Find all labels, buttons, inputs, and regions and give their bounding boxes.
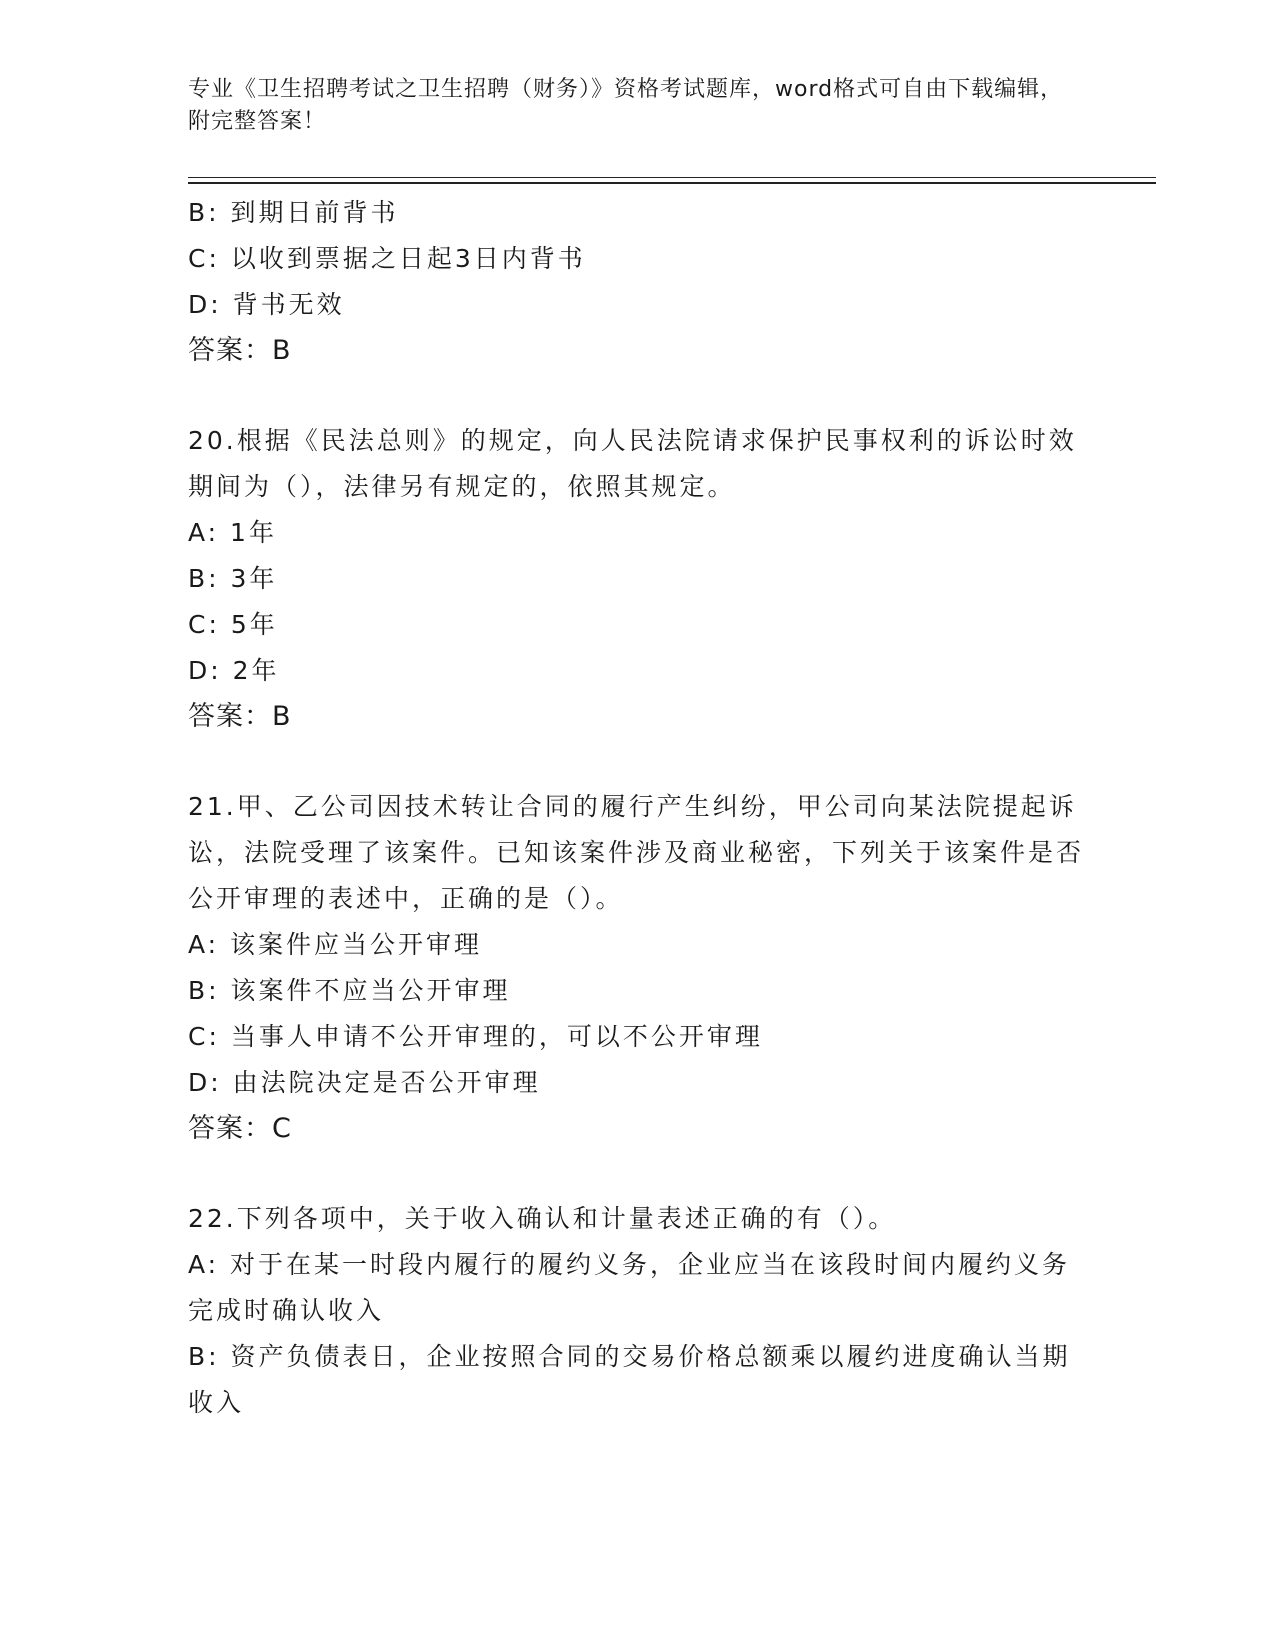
answer-line: 答案：C: [188, 1113, 292, 1144]
option-d: D: 背书无效: [188, 290, 345, 319]
option-d: D: 2年: [188, 656, 280, 685]
option-c: C: 以收到票据之日起3日内背书: [188, 244, 586, 273]
option-a: A: 1年: [188, 518, 277, 547]
question-list: [188, 190, 1088, 1426]
option-b: B: 资产负债表日，企业按照合同的交易价格总额乘以履约进度确认当期收入: [188, 1342, 1071, 1417]
answer-line: 答案：B: [188, 335, 292, 366]
document-header: 专业《卫生招聘考试之卫生招聘（财务）》资格考试题库，word格式可自由下载编辑，附完整答案！: [188, 77, 1064, 134]
option-c: C: 5年: [188, 610, 278, 639]
option-a: A: 对于在某一时段内履行的履约义务，企业应当在该段时间内履约义务完成时确认收入: [188, 1250, 1071, 1325]
option-b: B: 该案件不应当公开审理: [188, 976, 511, 1005]
question-block: [188, 784, 1088, 1152]
question-stem: 20.根据《民法总则》的规定，向人民法院请求保护民事权利的诉讼时效期间为（），法律另有规定的，依照其规定。: [188, 426, 1077, 501]
question-stem: 21.甲、乙公司因技术转让合同的履行产生纠纷，甲公司向某法院提起诉讼，法院受理了该案件。已知该案件涉及商业秘密，下列关于该案件是否公开审理的表述中，正确的是（）。: [188, 792, 1085, 913]
question-block: [188, 1196, 1088, 1426]
question-block: [188, 190, 1088, 374]
question-block: [188, 418, 1088, 740]
header-divider: [188, 177, 1156, 178]
option-b: B: 到期日前背书: [188, 198, 399, 227]
option-a: A: 该案件应当公开审理: [188, 930, 483, 959]
option-d: D: 由法院决定是否公开审理: [188, 1068, 541, 1097]
header-divider-thick: [188, 182, 1156, 184]
option-b: B: 3年: [188, 564, 278, 593]
question-stem: 22.下列各项中，关于收入确认和计量表述正确的有（）。: [188, 1204, 897, 1233]
option-c: C: 当事人申请不公开审理的，可以不公开审理: [188, 1022, 763, 1051]
answer-line: 答案：B: [188, 701, 292, 732]
